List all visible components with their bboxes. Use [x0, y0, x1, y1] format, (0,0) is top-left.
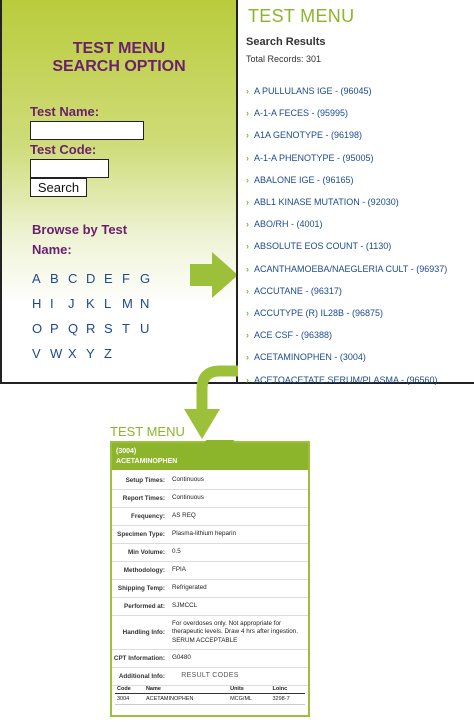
result-item-link[interactable] [246, 191, 474, 213]
detail-info-value: Continuous [172, 494, 204, 502]
chevron-right-icon: › [246, 307, 249, 318]
detail-title: TEST MENU [110, 424, 185, 439]
search-panel-title-line1: TEST MENU [72, 40, 166, 57]
test-code-label: Test Code: [30, 142, 97, 157]
alphabet-browse [32, 266, 158, 366]
chevron-right-icon: › [246, 86, 249, 97]
detail-info-label: Specimen Type: [117, 531, 165, 538]
detail-info-value: Plasma-lithium heparin [172, 530, 237, 538]
result-cell: 3298-7 [271, 694, 306, 705]
browse-letter-link[interactable]: Y [86, 346, 95, 361]
browse-letter-link[interactable]: L [104, 296, 112, 311]
detail-header [112, 443, 308, 470]
results-subtitle: Search Results [246, 36, 326, 48]
detail-info-row [112, 526, 308, 544]
detail-info-label: Performed at: [124, 603, 165, 610]
total-records-value: 301 [306, 54, 322, 64]
detail-info-row [112, 598, 308, 616]
detail-info-row [112, 544, 308, 562]
chevron-right-icon: › [246, 108, 249, 119]
browse-letter-link[interactable]: J [68, 296, 75, 311]
detail-info-label: Min Volume: [128, 549, 165, 556]
test-code-input[interactable] [30, 159, 109, 178]
result-column-header: Loinc [271, 685, 306, 694]
detail-info-value: G0480 [172, 654, 191, 662]
browse-letter-link[interactable]: R [86, 321, 96, 336]
result-cell: MCG/ML [228, 694, 270, 705]
search-results-panel [236, 0, 474, 384]
letter-row [32, 266, 158, 291]
detail-info-row [112, 616, 308, 650]
result-column-header: Code [115, 685, 144, 694]
result-item-label: A1A GENOTYPE - (96198) [254, 130, 363, 141]
result-item-link[interactable] [246, 147, 474, 169]
test-name-input[interactable] [30, 121, 144, 140]
chevron-right-icon: › [246, 241, 249, 252]
result-item-link[interactable] [246, 124, 474, 146]
result-item-label: ACCUTANE - (96317) [254, 285, 342, 296]
browse-letter-link[interactable]: U [140, 321, 150, 336]
detail-info-value: FPIA [172, 566, 186, 574]
result-item-label: ABALONE IGE - (96165) [254, 174, 354, 185]
result-item-link[interactable] [246, 324, 474, 346]
detail-info-label: Shipping Temp: [117, 585, 165, 592]
result-item-link[interactable] [246, 368, 474, 390]
detail-info-value: 0.5 [172, 548, 181, 556]
result-item-label: ACANTHAMOEBA/NAEGLERIA CULT - (96937) [254, 263, 448, 274]
detail-info-value: SJMCCL [172, 602, 198, 610]
result-item-label: ACETOACETATE SERUM/PLASMA - (96560) [254, 374, 438, 385]
result-cell: 3004 [115, 694, 144, 705]
chevron-right-icon: › [246, 152, 249, 163]
browse-letter-link[interactable]: V [32, 346, 41, 361]
result-item-label: ACE CSF - (96388) [254, 330, 333, 341]
result-column-header: Name [144, 685, 228, 694]
total-records [246, 54, 321, 64]
chevron-right-icon: › [246, 197, 249, 208]
result-codes-title: RESULT CODES [181, 672, 239, 679]
result-codes-header-row [115, 685, 305, 694]
result-item-label: A-1-A FECES - (95995) [254, 108, 349, 119]
total-records-label: Total Records: [246, 54, 304, 64]
detail-info-label: Additional Info: [118, 673, 165, 680]
arrow-right-icon [190, 250, 240, 300]
result-item-label: ACCUTYPE (R) IL28B - (96875) [254, 307, 384, 318]
test-name-label: Test Name: [30, 104, 100, 119]
letter-row [32, 291, 158, 316]
result-item-link[interactable] [246, 169, 474, 191]
result-item-link[interactable] [246, 258, 474, 280]
search-button[interactable]: Search [30, 178, 87, 197]
browse-letter-link[interactable]: Z [104, 346, 112, 361]
browse-letter-link[interactable]: P [50, 321, 59, 336]
result-item-link[interactable] [246, 213, 474, 235]
result-item-label: ABO/RH - (4001) [254, 219, 323, 230]
browse-letter-link[interactable]: B [50, 271, 59, 286]
result-item-label: A PULLULANS IGE - (96045) [254, 86, 372, 97]
detail-info-row [112, 562, 308, 580]
arrow-down-left-icon [176, 365, 246, 445]
detail-info-label: Frequency: [131, 513, 165, 520]
result-column-header: Units [228, 685, 270, 694]
browse-letter-link[interactable]: H [32, 296, 42, 311]
result-item-link[interactable] [246, 235, 474, 257]
detail-info-label: Setup Times: [125, 477, 165, 484]
detail-info-label: Methodology: [123, 567, 165, 574]
browse-letter-link[interactable]: I [50, 296, 54, 311]
browse-letter-link[interactable]: M [122, 296, 133, 311]
browse-letter-link[interactable]: E [104, 271, 113, 286]
browse-letter-link[interactable]: C [68, 271, 78, 286]
detail-info-label: Handling Info: [122, 629, 165, 636]
browse-letter-link[interactable]: X [68, 346, 77, 361]
results-list [246, 80, 474, 391]
result-row [115, 694, 305, 705]
search-panel-title-line2: SEARCH OPTION [52, 58, 186, 75]
detail-info-row [112, 472, 308, 490]
browse-letter-link[interactable]: T [122, 321, 130, 336]
detail-info-row [112, 508, 308, 526]
search-panel-title [2, 40, 236, 76]
detail-test-name: ACETAMINOPHEN [116, 458, 178, 465]
browse-letter-link[interactable]: K [86, 296, 95, 311]
result-item-link[interactable] [246, 80, 474, 102]
detail-info-row [112, 580, 308, 598]
detail-info-value: Continuous [172, 476, 204, 484]
browse-letter-link[interactable]: F [122, 271, 130, 286]
browse-by-test-name-label: Browse by Test Name: [32, 222, 128, 257]
chevron-right-icon: › [246, 130, 249, 141]
chevron-right-icon: › [246, 285, 249, 296]
browse-letter-link[interactable]: O [32, 321, 43, 336]
browse-letter-link[interactable]: W [50, 346, 63, 361]
detail-test-code: (3004) [116, 448, 137, 455]
browse-letter-link[interactable]: D [86, 271, 96, 286]
browse-letter-link[interactable]: N [140, 296, 150, 311]
detail-info-label: Report Times: [122, 495, 165, 502]
chevron-right-icon: › [246, 330, 249, 341]
result-item-label: ABSOLUTE EOS COUNT - (1130) [254, 241, 392, 252]
search-option-panel [0, 0, 238, 384]
detail-info-rows [112, 472, 308, 686]
browse-letter-link[interactable]: S [104, 321, 113, 336]
letter-row [32, 341, 158, 366]
result-item-label: ACETAMINOPHEN - (3004) [254, 352, 366, 363]
result-item-label: A-1-A PHENOTYPE - (95005) [254, 152, 374, 163]
letter-row [32, 316, 158, 341]
test-detail-card [110, 441, 310, 717]
detail-info-value: Refrigerated [172, 584, 207, 592]
result-codes-table [115, 685, 305, 705]
browse-letter-link[interactable]: A [32, 271, 41, 286]
result-item-link[interactable] [246, 346, 474, 368]
detail-info-row [112, 650, 308, 668]
chevron-right-icon: › [246, 174, 249, 185]
result-item-label: ABL1 KINASE MUTATION - (92030) [254, 197, 399, 208]
detail-info-value: For overdoses only. Not appropriate for therapeutic levels. Draw 4 hrs after ingestion. SERUM ACCEPTABLE [172, 619, 298, 644]
result-item-link[interactable] [246, 280, 474, 302]
browse-letter-link[interactable]: Q [68, 321, 79, 336]
chevron-right-icon: › [246, 374, 249, 385]
chevron-right-icon: › [246, 263, 249, 274]
chevron-right-icon: › [246, 219, 249, 230]
results-title: TEST MENU [248, 6, 355, 26]
browse-letter-link[interactable]: G [140, 271, 151, 286]
result-cell: ACETAMINOPHEN [144, 694, 228, 705]
result-item-link[interactable] [246, 102, 474, 124]
detail-info-row [112, 490, 308, 508]
result-item-link[interactable] [246, 302, 474, 324]
detail-info-label: CPT Information: [113, 655, 165, 662]
detail-info-value: AS REQ [172, 512, 196, 520]
chevron-right-icon: › [246, 352, 249, 363]
